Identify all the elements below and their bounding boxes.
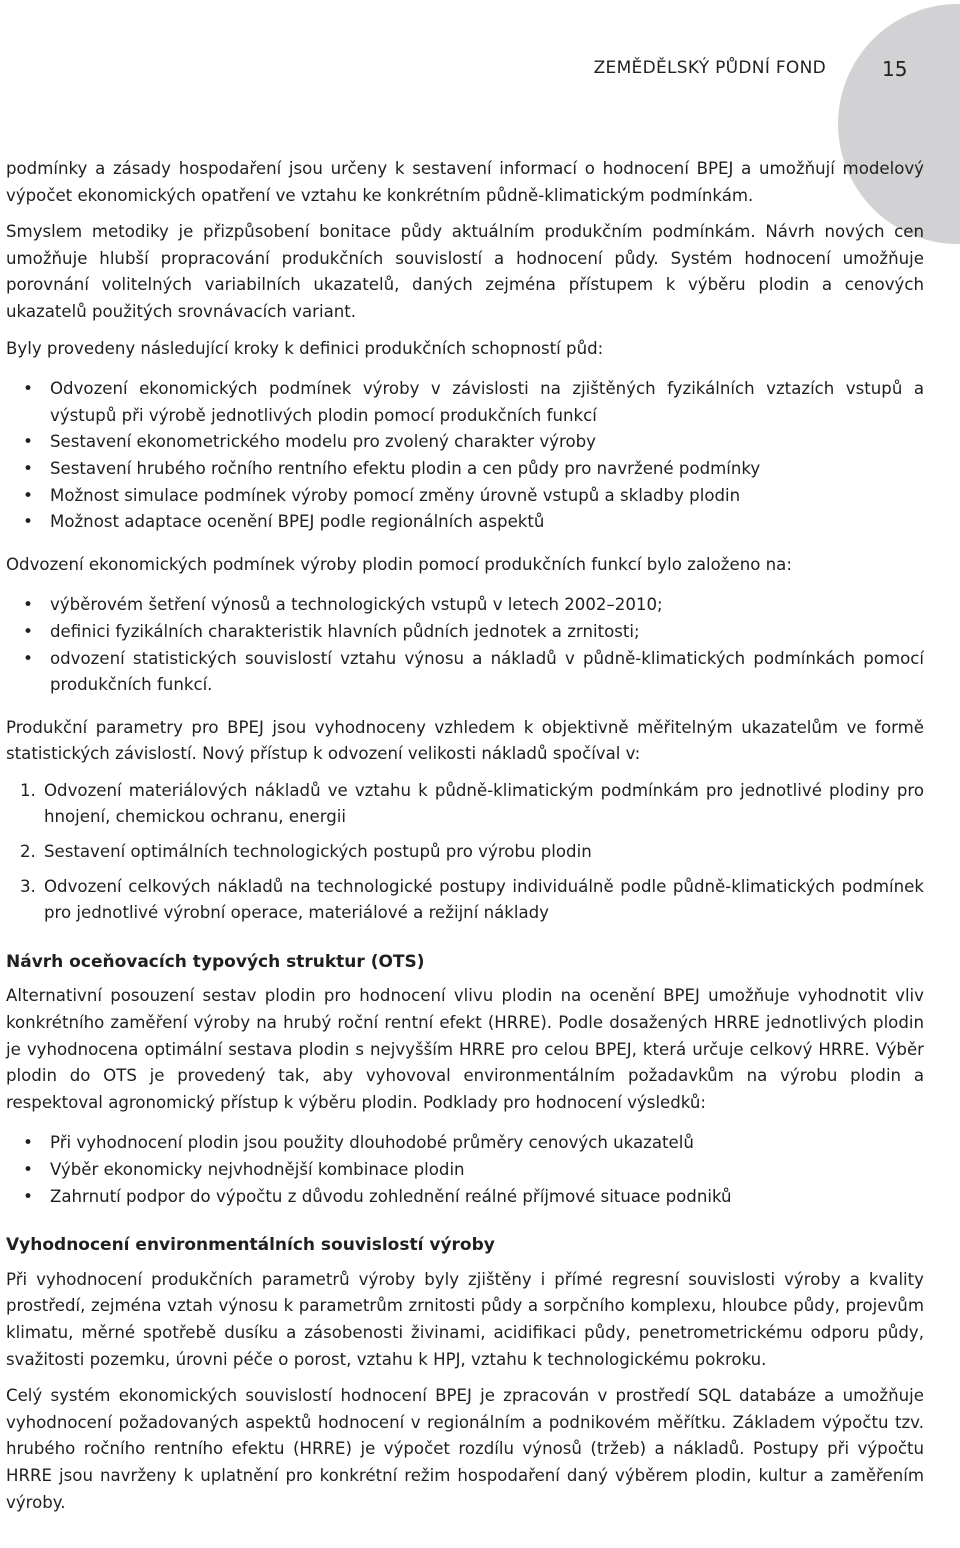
list-item: • Sestavení hrubého ročního rentního efektu plodin a cen půdy pro navržené podmínky (6, 456, 924, 483)
paragraph: Byly provedeny následující kroky k definici produkčních schopností půd: (6, 338, 604, 358)
bullet-list (6, 592, 924, 698)
list-item: • Možnost adaptace ocenění BPEJ podle regionálních aspektů (6, 509, 924, 536)
list-item-text: Odvození celkových nákladů na technologické postupy individuálně podle půdně-klimatických podmínek pro jednotlivé výrobní operace, materiálové a režijní náklady (44, 876, 924, 923)
page-number: 15 (882, 57, 908, 81)
page-content (6, 156, 924, 1526)
paragraph: Smyslem metodiky je přizpůsobení bonitace půdy aktuálním produkčním podmínkám. Návrh nových cen umožňuje hlubší propracování produkčních souvislostí a hodnocení půdy. Systém hodnocení umožňuje porovnání volitelných variabilních ukazatelů, daných zejména přístupem k výběru plodin a cenových ukazatelů použitých srovnávacích variant. (6, 222, 924, 321)
section-heading: Vyhodnocení environmentálních souvislostí výroby (6, 1235, 495, 1256)
list-item (6, 839, 924, 866)
list-item: • Při vyhodnocení plodin jsou použity dlouhodobé průměry cenových ukazatelů (6, 1130, 924, 1157)
list-item (6, 778, 924, 831)
list-number: 1. (20, 780, 36, 800)
page-header (0, 0, 960, 150)
paragraph: Alternativní posouzení sestav plodin pro hodnocení vlivu plodin na ocenění BPEJ umožňuje vyhodnotit vliv konkrétního zaměření výroby na hrubý roční rentní efekt (HRRE). Podle dosažených HRRE jednotlivých plodin je vyhodnocena optimální sestava plodin s nejvyšším HRRE pro celou BPEJ, která určuje celkový HRRE. Výběr plodin do OTS je provedený tak, aby vyhovoval environmentálním požadavkům na výrobu plodin a respektoval agronomický přístup k výběru plodin. Podklady pro hodnocení výsledků: (6, 986, 924, 1112)
list-item: • Možnost simulace podmínek výroby pomocí změny úrovně vstupů a skladby plodin (6, 483, 924, 510)
list-item-text: Odvození materiálových nákladů ve vztahu k půdně-klimatickým podmínkám pro jednotlivé plodiny pro hnojení, chemickou ochranu, energii (44, 780, 924, 827)
list-item: • Výběr ekonomicky nejvhodnější kombinace plodin (6, 1157, 924, 1184)
list-item-text: Sestavení optimálních technologických postupů pro výrobu plodin (44, 842, 592, 862)
list-number: 3. (20, 876, 36, 896)
list-item: • Odvození ekonomických podmínek výroby v závislosti na zjištěných fyzikálních vztazích vstupů a výstupů při výrobě jednotlivých plodin pomocí produkčních funkcí (6, 376, 924, 429)
paragraph: Celý systém ekonomických souvislostí hodnocení BPEJ je zpracován v prostředí SQL databáze a umožňuje vyhodnocení požadovaných aspektů hodnocení v regionálním a podnikovém měřítku. Základem výpočtu tzv. hrubého ročního rentního efektu (HRRE) je výpočet rozdílu výnosů (tržeb) a nákladů. Postupy při výpočtu HRRE jsou navrženy k uplatnění pro konkrétní režim hospodaření daný výběrem plodin, kultur a zaměřením výroby. (6, 1386, 924, 1512)
list-number: 2. (20, 842, 36, 862)
section-heading: Návrh oceňovacích typových struktur (OTS) (6, 951, 425, 972)
paragraph: podmínky a zásady hospodaření jsou určeny k sestavení informací o hodnocení BPEJ a umožňují modelový výpočet ekonomických opatření ve vztahu ke konkrétním půdně-klimatickým podmínkám. (6, 159, 924, 205)
bullet-list (6, 1130, 924, 1210)
paragraph: Produkční parametry pro BPEJ jsou vyhodnoceny vzhledem k objektivně měřitelným ukazatelům ve formě statistických závislostí. Nový přístup k odvození velikosti nákladů spočíval v: (6, 717, 924, 764)
numbered-list (6, 778, 924, 927)
list-item: • definici fyzikálních charakteristik hlavních půdních jednotek a zrnitosti; (6, 619, 924, 646)
list-item: • výběrovém šetření výnosů a technologických vstupů v letech 2002–2010; (6, 592, 924, 619)
running-title: ZEMĚDĚLSKÝ PŮDNÍ FOND (593, 58, 826, 78)
list-item: • Zahrnutí podpor do výpočtu z důvodu zohlednění reálné příjmové situace podniků (6, 1184, 924, 1211)
paragraph: Odvození ekonomických podmínek výroby plodin pomocí produkčních funkcí bylo založeno na: (6, 554, 792, 574)
list-item (6, 874, 924, 927)
list-item: • odvození statistických souvislostí vztahu výnosu a nákladů v půdně-klimatických podmínkách pomocí produkčních funkcí. (6, 646, 924, 699)
list-item: • Sestavení ekonometrického modelu pro zvolený charakter výroby (6, 429, 924, 456)
paragraph: Při vyhodnocení produkčních parametrů výroby byly zjištěny i přímé regresní souvislosti výroby a kvality prostředí, zejména vztah výnosu k parametrům zrnitosti půdy a sorpčního komplexu, hloubce půdy, projevům klimatu, měrné spotřebě dusíku a zásobenosti živinami, acidifikaci půdy, penetrometrickému odporu půdy, svažitosti pozemku, úrovni péče o porost, vztahu k HPJ, vztahu k technologickému pokroku. (6, 1269, 924, 1369)
bullet-list (6, 376, 924, 536)
